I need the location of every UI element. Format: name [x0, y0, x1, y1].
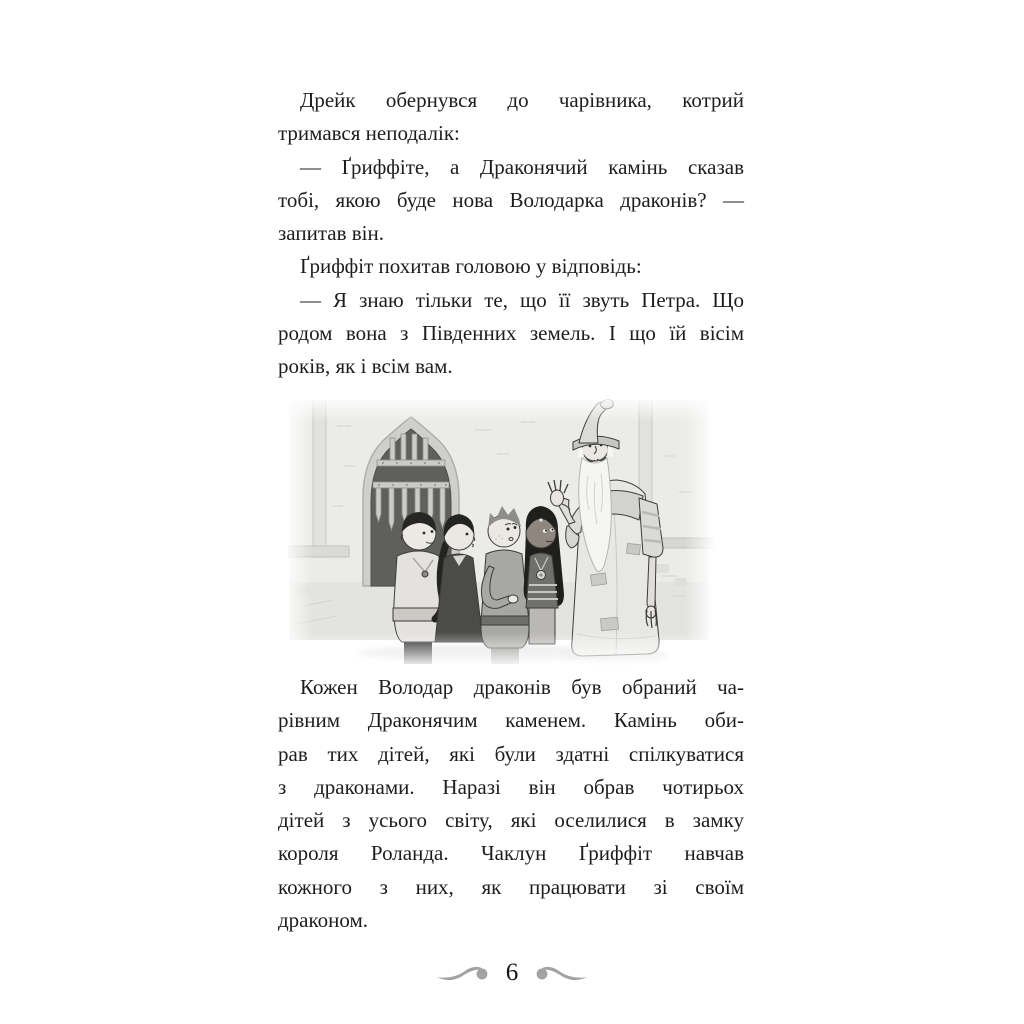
text-line: рівним Драконячим каменем. Камінь оби- [278, 708, 744, 733]
paragraph [278, 250, 744, 283]
text-line: короля Роланда. Чаклун Ґриффіт навчав [278, 841, 744, 866]
paragraph [278, 151, 744, 251]
text-line: — Я знаю тільки те, що її звуть Петра. Що [300, 287, 744, 312]
text-line: Дрейк обернувся до чарівника, котрий [300, 88, 744, 112]
page-footer [0, 960, 1024, 985]
paragraph [278, 671, 744, 937]
text-block-bottom [278, 671, 744, 937]
text-line: Кожен Володар драконів був обраний ча- [300, 675, 744, 699]
paragraph [278, 284, 744, 384]
text-line: родом вона з Південних земель. І що їй вісім [278, 321, 744, 346]
page-number: 6 [505, 959, 519, 986]
text-line: тримався неподалік: [278, 121, 460, 146]
book-illustration [283, 396, 715, 668]
ornament-swirl-left-icon [436, 964, 490, 982]
paragraph [278, 84, 744, 151]
text-line: років, як і всім вам. [278, 354, 453, 379]
text-line: — Ґриффіте, а Драконячий камінь сказав [300, 154, 744, 179]
text-line: Ґриффіт похитав головою у відповідь: [300, 254, 642, 279]
text-line: драконом. [278, 908, 369, 933]
text-line: запитав він. [278, 221, 384, 246]
text-line: тобі, якою буде нова Володарка драконів? — [278, 187, 744, 212]
ornament-swirl-right-icon [534, 964, 588, 982]
text-line: кожного з них, як працювати зі своїм [278, 874, 744, 899]
text-line: з драконами. Наразі він обрав чотирьох [278, 774, 744, 799]
text-block-top [278, 84, 744, 384]
text-line: рав тих дітей, які були здатні спілкуватися [278, 741, 744, 766]
book-illustration-svg [283, 396, 715, 668]
text-line: дітей з усього світу, які оселилися в замку [278, 808, 744, 833]
